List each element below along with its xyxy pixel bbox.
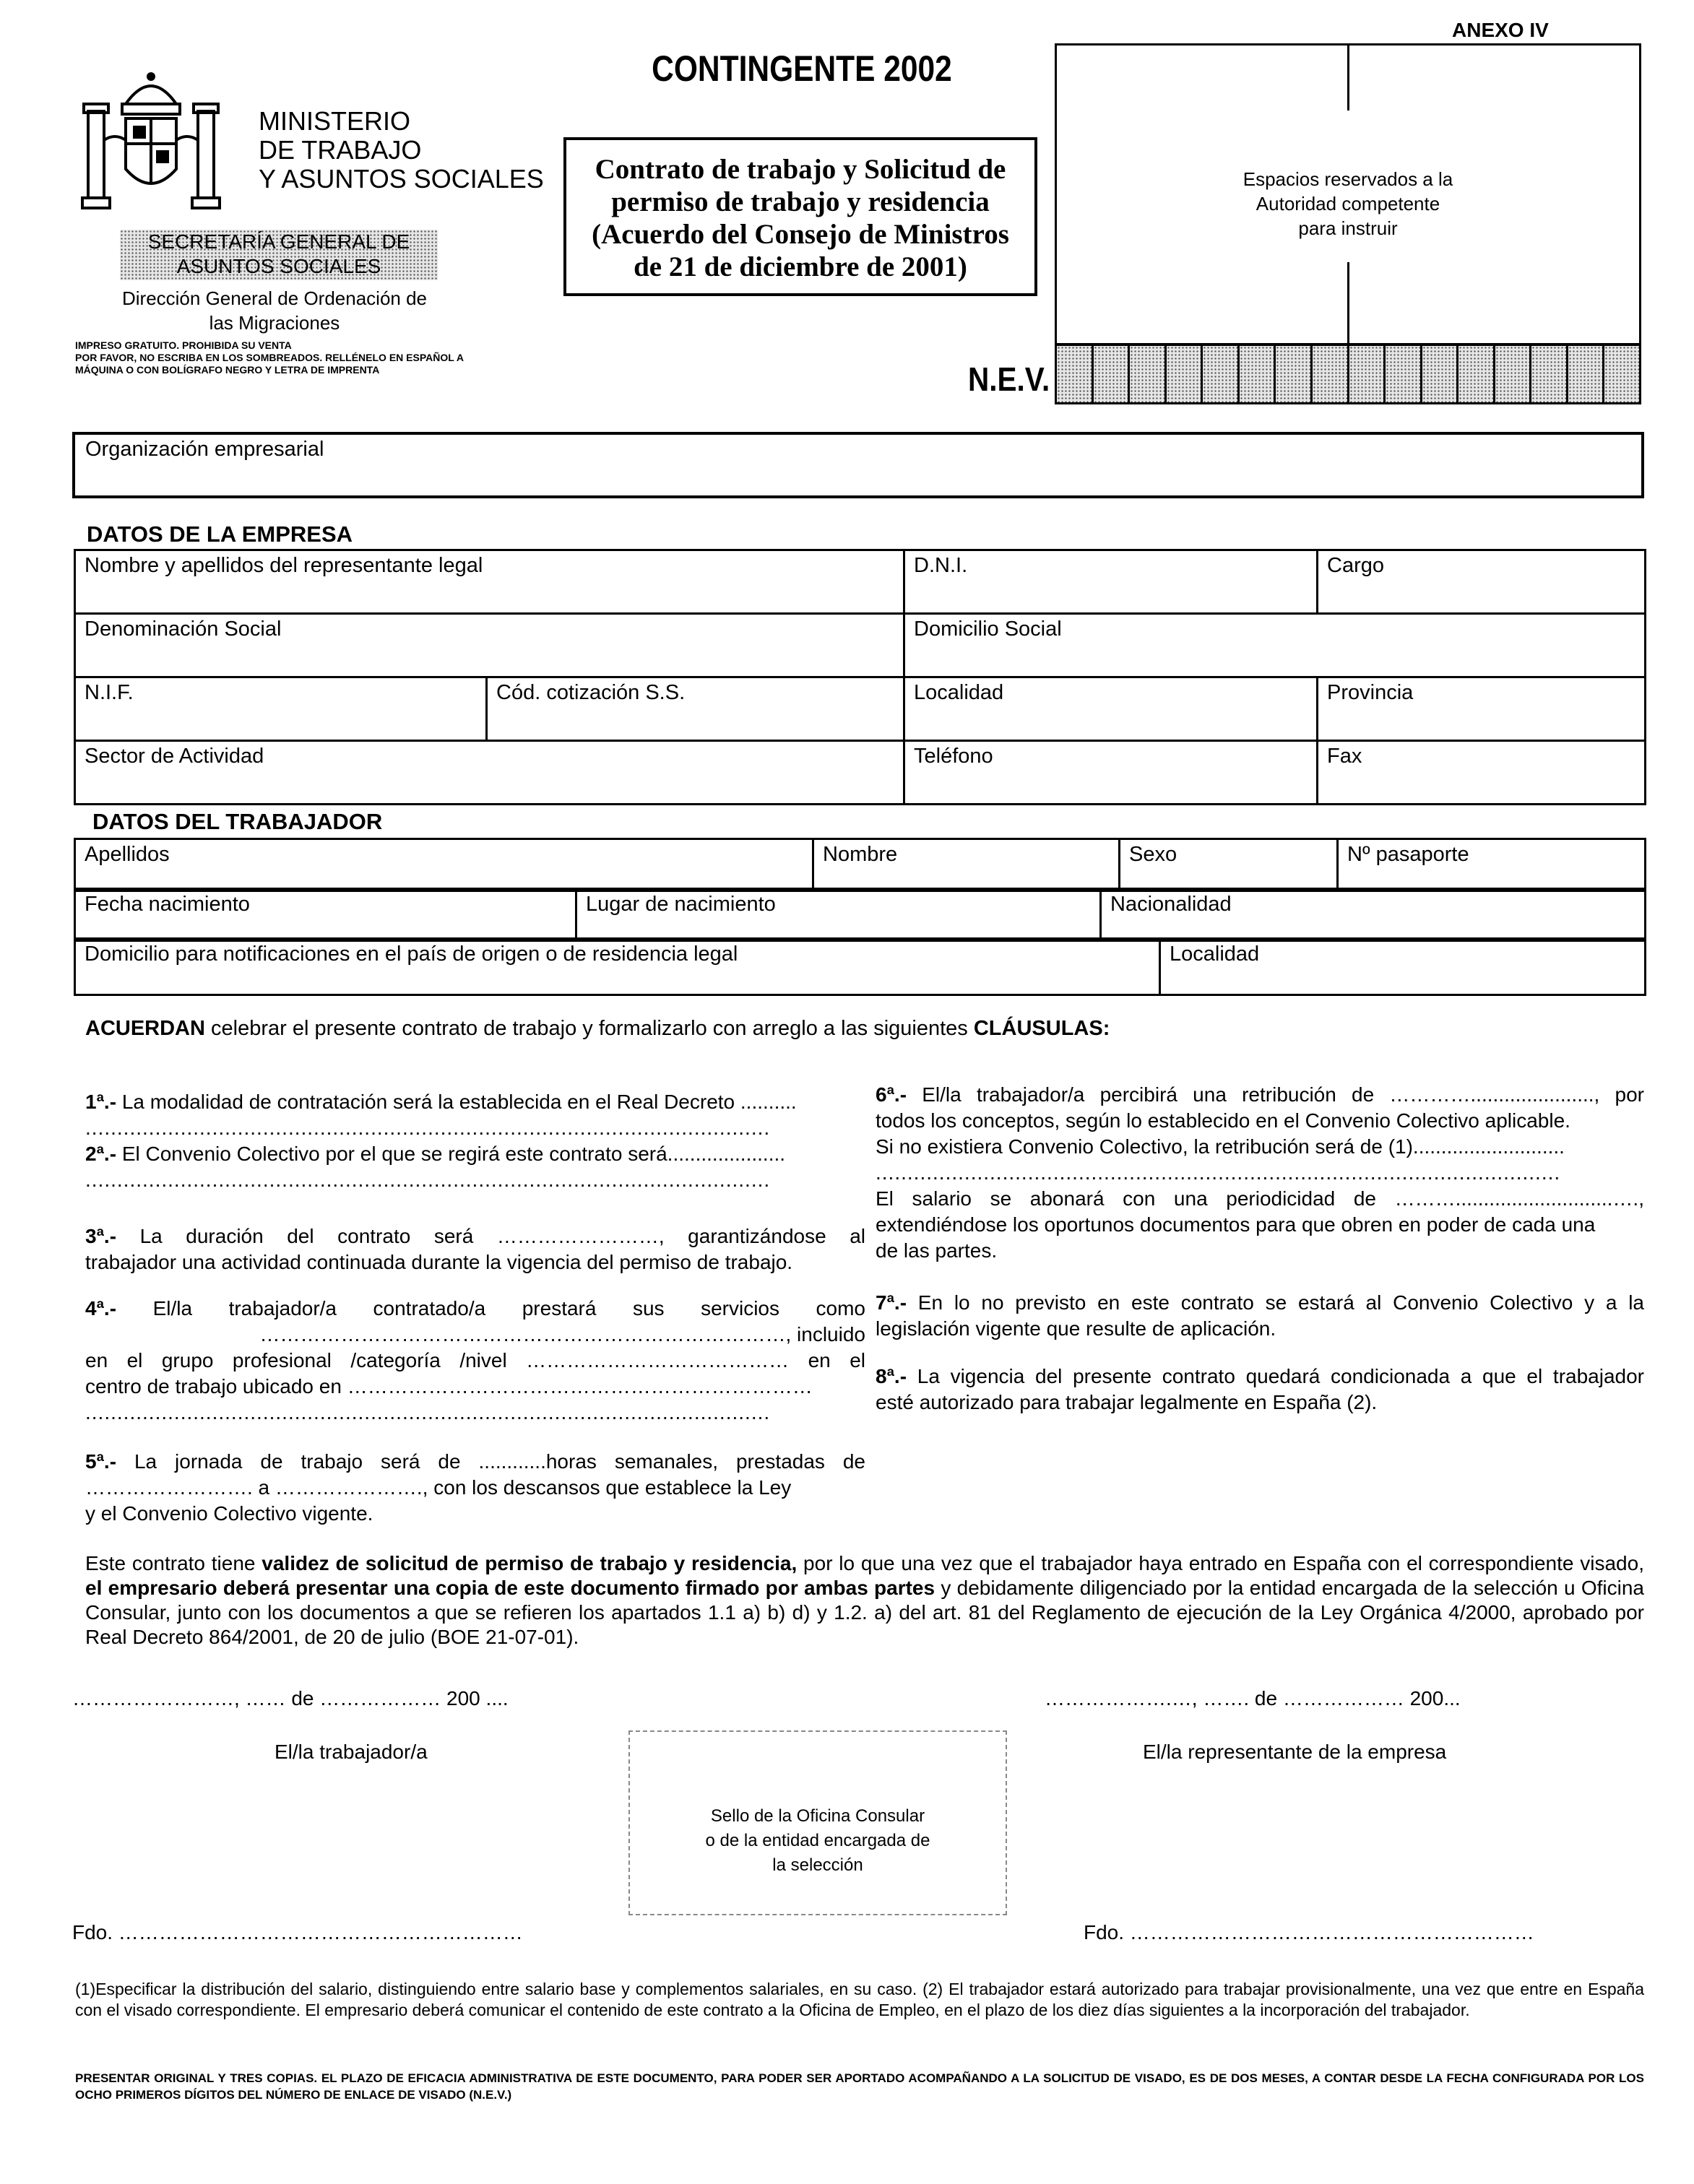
footnote: (1)Especificar la distribución del salario, distinguiendo entre salario base y complementos salariales, en su caso. (2) El trabajador estará autorizado para trabajar provisionalmente, una vez que entre en España con el visado correspondiente. El empresario deberá comunicar el contenido de este contrato a la Oficina de Empleo, en el plazo de los diez días siguientes a la incorporación del trabajador. <box>75 1980 1644 2019</box>
clause-3-text-a: La duración del contrato será ……………………, garantizándose al <box>116 1225 865 1247</box>
nev-cell <box>1495 346 1532 402</box>
reserved-divider-lower <box>1347 262 1349 345</box>
clause-4-blank[interactable]: ............................................................................................................ <box>85 1401 771 1424</box>
sector-label: Sector de Actividad <box>85 745 264 768</box>
nev-cell <box>1203 346 1240 402</box>
domicilio-social-field[interactable] <box>904 614 1646 677</box>
reserved-text <box>1057 167 1639 240</box>
clause-4-text-b[interactable]: ……………………………………………………………………, incluido <box>259 1323 865 1346</box>
acuerdan-tail: CLÁUSULAS: <box>973 1017 1110 1040</box>
subtitle-line3: (Acuerdo del Consejo de Ministros <box>592 219 1009 250</box>
clause-5 <box>85 1449 865 1527</box>
nev-cell <box>1531 346 1568 402</box>
sector-field[interactable] <box>75 741 904 805</box>
clause-6-text-g: de las partes. <box>876 1239 998 1262</box>
acuerdan-line <box>85 1017 1110 1041</box>
subtitle-line2: permiso de trabajo y residencia <box>611 186 990 217</box>
clause-2 <box>85 1141 851 1193</box>
notice-line2: POR FAVOR, NO ESCRIBA EN LOS SOMBREADOS. RELLÉNELO EN ESPAÑOL A <box>75 352 464 363</box>
stamp-line2: o de la entidad encargada de <box>705 1831 930 1850</box>
apellidos-field[interactable] <box>75 839 813 891</box>
clause-4-number: 4ª.- <box>85 1297 117 1320</box>
nev-label: N.E.V. <box>968 360 1050 398</box>
clause-8-number: 8ª.- <box>876 1365 907 1387</box>
clause-6-text-a[interactable]: El/la trabajador/a percibirá una retribución de …………......................, por <box>907 1083 1644 1106</box>
denominacion-label: Denominación Social <box>85 618 282 641</box>
annex-label: ANEXO IV <box>1452 19 1549 41</box>
validity-p4: el empresario deberá presentar una copia de este documento firmado por ambas partes <box>85 1577 935 1599</box>
validity-p1: Este contrato tiene <box>85 1552 262 1574</box>
clause-8-text-b: esté autorizado para trabajar legalmente en España (2). <box>876 1391 1378 1413</box>
domicilio-notificaciones-field[interactable] <box>75 939 1160 995</box>
nacionalidad-field[interactable] <box>1101 889 1646 941</box>
fecha-nacimiento-label: Fecha nacimiento <box>85 893 250 916</box>
domicilio-social-label: Domicilio Social <box>914 618 1062 641</box>
dni-label: D.N.I. <box>914 554 968 577</box>
clause-5-number: 5ª.- <box>85 1450 117 1473</box>
pasaporte-field[interactable] <box>1338 839 1646 891</box>
clause-2-text: El Convenio Colectivo por el que se regirá este contrato será..................... <box>116 1143 786 1165</box>
nev-cell <box>1313 346 1349 402</box>
direccion-line2: las Migraciones <box>209 312 340 334</box>
pasaporte-label: Nº pasaporte <box>1347 843 1469 866</box>
fecha-nacimiento-field[interactable] <box>75 889 576 941</box>
secretaria-box <box>120 230 438 280</box>
trabajador-table-row1 <box>74 838 1646 892</box>
representante-field[interactable] <box>75 550 904 614</box>
fax-label: Fax <box>1327 745 1362 768</box>
clause-6-text-e[interactable]: El salario se abonará con una periodicidad de ………............................…., <box>876 1187 1644 1210</box>
lugar-nacimiento-label: Lugar de nacimiento <box>586 893 776 916</box>
ministry-line3: Y ASUNTOS SOCIALES <box>259 164 544 194</box>
nev-cell <box>1276 346 1313 402</box>
sexo-field[interactable] <box>1120 839 1338 891</box>
validity-p2: validez de solicitud de permiso de trabajo y residencia, <box>262 1552 798 1574</box>
org-label: Organización empresarial <box>85 438 324 461</box>
clause-8-text-a: La vigencia del presente contrato quedará condicionada a que el trabajador <box>907 1365 1644 1387</box>
ministry-name <box>259 107 544 194</box>
fdo-left[interactable]: Fdo. …………………………………………………… <box>72 1921 523 1944</box>
representante-label: Nombre y apellidos del representante legal <box>85 554 483 577</box>
localidad-trabajador-field[interactable] <box>1160 939 1646 995</box>
reserved-box <box>1055 43 1641 345</box>
apellidos-label: Apellidos <box>85 843 170 866</box>
coat-of-arms-icon <box>75 61 227 220</box>
clause-6-text-b: todos los conceptos, según lo establecido en el Convenio Colectivo aplicable. <box>876 1109 1570 1132</box>
clause-6-blank[interactable]: ............................................................................................................ <box>876 1161 1561 1184</box>
clause-1-number: 1ª.- <box>85 1091 117 1113</box>
subtitle-line4: de 21 de diciembre de 2001) <box>634 251 967 282</box>
domicilio-notificaciones-label: Domicilio para notificaciones en el país de origen o de residencia legal <box>85 942 738 966</box>
secretaria-line2: ASUNTOS SOCIALES <box>176 255 381 277</box>
nev-cell <box>1568 346 1605 402</box>
clause-6-text-f: extendiéndose los oportunos documentos para que obren en poder de cada una <box>876 1213 1596 1236</box>
provincia-field[interactable] <box>1318 677 1646 741</box>
clause-2-blank[interactable]: ............................................................................................................ <box>85 1169 771 1191</box>
clause-7-text-b: legislación vigente que resulte de aplicación. <box>876 1317 1276 1340</box>
stamp-box <box>628 1730 1007 1915</box>
reserved-line3: para instruir <box>1298 217 1398 239</box>
cotizacion-label: Cód. cotización S.S. <box>496 681 686 704</box>
print-notice <box>75 339 537 376</box>
fax-field[interactable] <box>1318 741 1646 805</box>
direccion-general <box>72 286 477 335</box>
cargo-field[interactable] <box>1318 550 1646 614</box>
date-right[interactable]: ……………….…, ……. de ……………… 200... <box>1045 1687 1461 1710</box>
date-left[interactable]: ……………………, …… de ……………… 200 .... <box>72 1687 509 1710</box>
telefono-label: Teléfono <box>914 745 993 768</box>
clause-4-text-c[interactable]: en el grupo profesional /categoría /nivel ………………………………… en el <box>85 1349 865 1372</box>
nev-cell <box>1094 346 1131 402</box>
clause-1-blank[interactable]: ............................................................................................................ <box>85 1117 771 1139</box>
nev-cell <box>1240 346 1276 402</box>
clause-4 <box>85 1296 865 1426</box>
clause-7 <box>876 1290 1644 1342</box>
nev-cell <box>1057 346 1094 402</box>
nev-cell <box>1386 346 1422 402</box>
validity-p5: y debidamente diligenciado por la entidad encargada de la selección u Oficina Consular, junto con los documentos a que se refieren los apartados 1.1 a) b) d) y 1.2. a) del art. 81 del Reglamento de ejecución de la Ley Orgánica 4/2000, aprobado por Real Decreto 864/2001, de 20 de julio (BOE 21-07-01). <box>85 1577 1644 1648</box>
empresa-table <box>74 549 1646 805</box>
worker-signature-label: El/la trabajador/a <box>275 1741 428 1763</box>
acuerdan-lead: ACUERDAN <box>85 1017 205 1040</box>
notice-line1: IMPRESO GRATUITO. PROHIBIDA SU VENTA <box>75 339 292 351</box>
reserved-line1: Espacios reservados a la <box>1243 168 1453 190</box>
ministry-line1: MINISTERIO <box>259 106 411 136</box>
nombre-label: Nombre <box>823 843 898 866</box>
secretaria-line1: SECRETARÍA GENERAL DE <box>147 230 410 253</box>
reserved-line2: Autoridad competente <box>1256 193 1440 214</box>
acuerdan-text: celebrar el presente contrato de trabajo y formalizarlo con arreglo a las siguientes <box>204 1017 974 1040</box>
clause-3 <box>85 1223 865 1275</box>
clause-6-number: 6ª.- <box>876 1083 907 1106</box>
clause-6-text-c[interactable]: Si no existiera Convenio Colectivo, la retribución será de (1)........................... <box>876 1135 1565 1158</box>
nev-cell <box>1167 346 1203 402</box>
nev-cell <box>1604 346 1639 402</box>
denominacion-field[interactable] <box>75 614 904 677</box>
dni-field[interactable] <box>904 550 1318 614</box>
clause-1-text: La modalidad de contratación será la establecida en el Real Decreto .......... <box>116 1091 797 1113</box>
clause-3-number: 3ª.- <box>85 1225 117 1247</box>
cargo-label: Cargo <box>1327 554 1385 577</box>
org-field[interactable] <box>72 432 1644 498</box>
nev-cell <box>1349 346 1386 402</box>
sexo-label: Sexo <box>1129 843 1177 866</box>
empresa-heading: DATOS DE LA EMPRESA <box>87 521 353 547</box>
stamp-text <box>630 1804 1006 1878</box>
clause-4-text-d[interactable]: centro de trabajo ubicado en …………………………………………………………… <box>85 1375 813 1398</box>
clause-6 <box>876 1082 1644 1264</box>
clause-5-text-b[interactable]: ……………………. a …………………., con los descansos que establece la Ley <box>85 1476 792 1499</box>
page-title: CONTINGENTE 2002 <box>652 48 952 89</box>
localidad-label: Localidad <box>914 681 1004 704</box>
ministry-line2: DE TRABAJO <box>259 135 422 165</box>
clause-3-text-b: trabajador una actividad continuada durante la vigencia del permiso de trabajo. <box>85 1251 793 1273</box>
clause-4-text-a: El/la trabajador/a contratado/a prestará sus servicios como <box>116 1297 865 1320</box>
clause-7-text-a: En lo no previsto en este contrato se estará al Convenio Colectivo y a la <box>907 1291 1644 1314</box>
clause-5-text-a: La jornada de trabajo será de ............horas semanales, prestadas de <box>116 1450 865 1473</box>
footnote-caps: PRESENTAR ORIGINAL Y TRES COPIAS. EL PLAZO DE EFICACIA ADMINISTRATIVA DE ESTE DOCUMENTO, PARA PODER SER APORTADO ACOMPAÑANDO A LA SOLICITUD DE VISADO, ES DE DOS MESES, A CONTAR DESDE LA FECHA CONFIGURADA POR LOS OCHO PRIMEROS DÍGITOS DEL NÚMERO DE ENLACE DE VISADO (N.E.V.) <box>75 2071 1644 2102</box>
trabajador-table-row2 <box>74 888 1646 942</box>
clause-2-number: 2ª.- <box>85 1143 117 1165</box>
nacionalidad-label: Nacionalidad <box>1110 893 1232 916</box>
provincia-label: Provincia <box>1327 681 1414 704</box>
clause-8 <box>876 1364 1644 1416</box>
form-title-box <box>563 137 1037 296</box>
validity-p3: por lo que una vez que el trabajador haya entrado en España con el correspondiente visado, <box>797 1552 1644 1574</box>
clause-1 <box>85 1089 851 1141</box>
localidad-field[interactable] <box>904 677 1318 741</box>
reserved-divider <box>1347 46 1349 110</box>
trabajador-heading: DATOS DEL TRABAJADOR <box>92 809 383 834</box>
subtitle-line1: Contrato de trabajo y Solicitud de <box>595 154 1006 185</box>
cotizacion-field[interactable] <box>487 677 904 741</box>
nev-cell <box>1130 346 1167 402</box>
localidad-trabajador-label: Localidad <box>1170 942 1260 966</box>
trabajador-table-row3 <box>74 937 1646 996</box>
rep-signature-label: El/la representante de la empresa <box>1143 1741 1447 1763</box>
stamp-line1: Sello de la Oficina Consular <box>710 1806 925 1826</box>
validity-paragraph <box>85 1551 1644 1650</box>
clause-5-text-c: y el Convenio Colectivo vigente. <box>85 1502 373 1525</box>
nombre-field[interactable] <box>813 839 1120 891</box>
fdo-right[interactable]: Fdo. …………………………………………………… <box>1084 1921 1534 1944</box>
notice-line3: MÁQUINA O CON BOLÍGRAFO NEGRO Y LETRA DE IMPRENTA <box>75 364 380 376</box>
direccion-line1: Dirección General de Ordenación de <box>121 287 428 309</box>
clause-7-number: 7ª.- <box>876 1291 907 1314</box>
telefono-field[interactable] <box>904 741 1318 805</box>
nev-cell <box>1459 346 1495 402</box>
nif-field[interactable] <box>75 677 487 741</box>
nev-cell <box>1422 346 1459 402</box>
lugar-nacimiento-field[interactable] <box>576 889 1101 941</box>
nev-code-grid <box>1055 344 1641 404</box>
nif-label: N.I.F. <box>85 681 134 704</box>
stamp-line3: la selección <box>772 1855 863 1875</box>
